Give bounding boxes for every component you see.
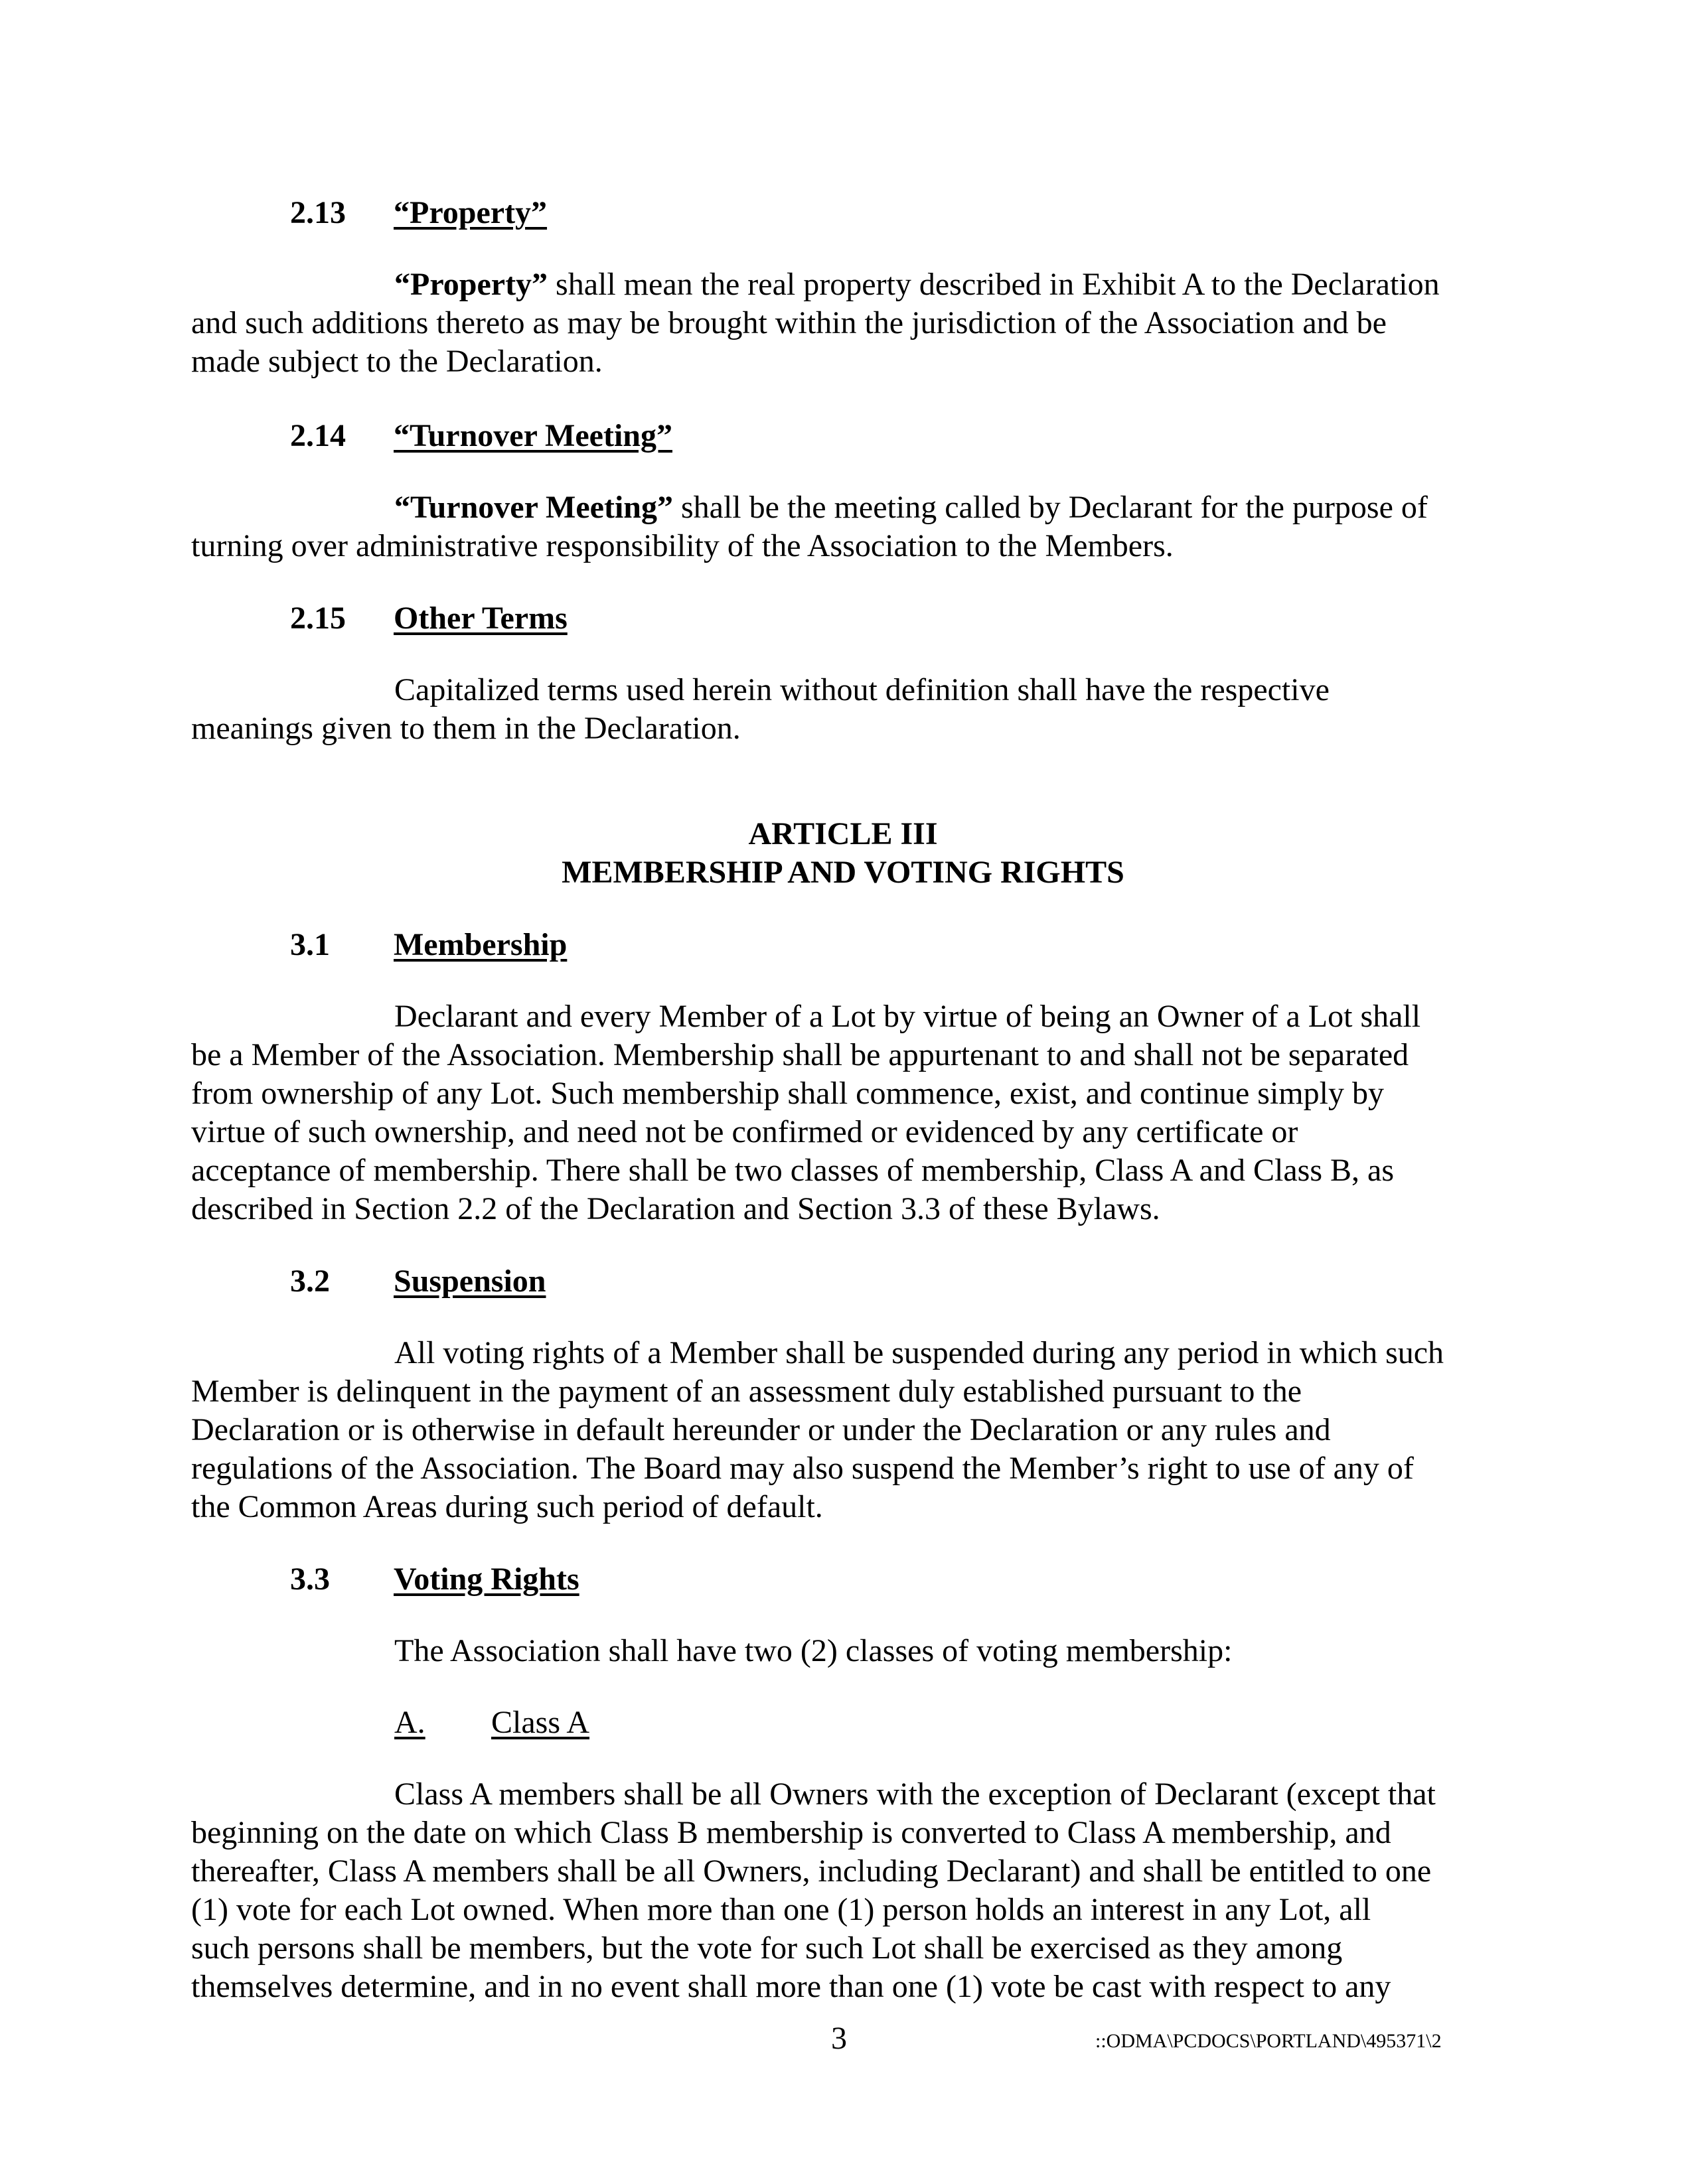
body-line: Member is delinquent in the payment of an assessment duly established pursuant to the [191,1374,1302,1409]
body-line: be a Member of the Association. Membership shall be appurtenant to and shall not be separated [191,1037,1409,1072]
body-line: made subject to the Declaration. [191,344,603,379]
body-line: Declarant and every Member of a Lot by virtue of being an Owner of a Lot shall [394,999,1421,1034]
body-line: The Association shall have two (2) classes of voting membership: [394,1633,1233,1668]
page-number: 3 [831,2021,847,2056]
section-title: “Turnover Meeting” [394,418,672,453]
body-line: virtue of such ownership, and need not be confirmed or evidenced by any certificate or [191,1114,1298,1149]
defined-term: “Turnover Meeting” [394,490,673,525]
section-number: 2.15 [290,601,346,636]
section-number: 2.13 [290,195,346,230]
section-title: Voting Rights [394,1562,579,1597]
section-number: 3.3 [290,1562,330,1597]
subsection-title: Class A [491,1705,590,1740]
body-line: turning over administrative responsibility of the Association to the Members. [191,528,1174,563]
article-number: ARTICLE III [748,816,938,851]
body-line: “Turnover Meeting” shall be the meeting called by Declarant for the purpose of [394,490,1428,525]
body-line: regulations of the Association. The Board may also suspend the Member’s right to use of any of [191,1451,1414,1486]
subsection-letter: A. [394,1705,425,1740]
body-line: (1) vote for each Lot owned. When more than one (1) person holds an interest in any Lot, all [191,1892,1371,1927]
body-line: Declaration or is otherwise in default hereunder or under the Declaration or any rules and [191,1412,1331,1447]
section-title: Other Terms [394,601,568,636]
document-id: ::ODMA\PCDOCS\PORTLAND\495371\2 [1095,2030,1442,2052]
body-line: “Property” shall mean the real property described in Exhibit A to the Declaration [394,267,1440,302]
body-line: and such additions thereto as may be brought within the jurisdiction of the Association and be [191,305,1387,340]
body-line: described in Section 2.2 of the Declaration and Section 3.3 of these Bylaws. [191,1191,1160,1226]
body-line: thereafter, Class A members shall be all Owners, including Declarant) and shall be entitled to one [191,1854,1432,1889]
body-line: from ownership of any Lot. Such membership shall commence, exist, and continue simply by [191,1076,1384,1111]
body-line: the Common Areas during such period of default. [191,1489,823,1524]
body-line: meanings given to them in the Declaration. [191,711,741,746]
body-line: acceptance of membership. There shall be two classes of membership, Class A and Class B, as [191,1153,1394,1188]
article-title: MEMBERSHIP AND VOTING RIGHTS [562,855,1124,890]
section-title: Membership [394,927,568,962]
body-line: All voting rights of a Member shall be suspended during any period in which such [394,1335,1444,1370]
body-line: themselves determine, and in no event shall more than one (1) vote be cast with respect to any [191,1969,1391,2004]
section-number: 3.2 [290,1264,330,1299]
body-line: such persons shall be members, but the vote for such Lot shall be exercised as they among [191,1930,1343,1966]
section-title: Suspension [394,1264,546,1299]
section-number: 2.14 [290,418,346,453]
section-title: “Property” [394,195,548,230]
body-line: Capitalized terms used herein without definition shall have the respective [394,672,1330,707]
body-line: Class A members shall be all Owners with the exception of Declarant (except that [394,1777,1436,1812]
section-number: 3.1 [290,927,330,962]
defined-term: “Property” [394,267,548,302]
body-line: beginning on the date on which Class B membership is converted to Class A membership, and [191,1815,1391,1850]
